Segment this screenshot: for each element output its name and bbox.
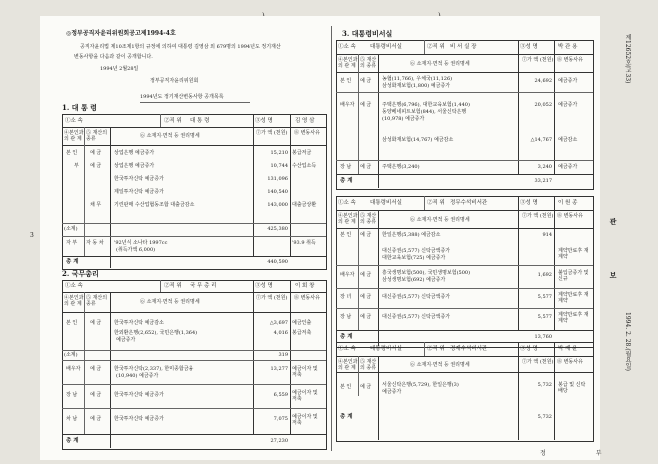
s4-h-desc: ⑥ 소재지·면적 등 권리명세 xyxy=(410,217,470,223)
s3-name-label: ③성 명 xyxy=(520,44,538,50)
s3-total-label: 총 계 xyxy=(340,178,353,184)
s1-total: 440,590 xyxy=(267,259,288,265)
s4-title-label: ②직 위 xyxy=(427,200,445,206)
s4-name: 이 원 종 xyxy=(558,200,578,206)
s2-affil-label: ①소 속 xyxy=(65,283,83,289)
s5-h-relation: ④본인과의 관 계 xyxy=(338,359,358,371)
s1-h-relation: ④본인과의 관 계 xyxy=(64,130,84,142)
s1-title-label: ②직 위 xyxy=(164,118,182,124)
s4-h-relation: ④본인과의 관 계 xyxy=(338,213,358,225)
s2-h-reason: ⑧ 변동사유 xyxy=(294,295,320,301)
s3-title-label: ②직 위 xyxy=(427,44,445,50)
s2-title: 국 무 총 리 xyxy=(190,283,217,289)
s2-h-relation: ④본인과의 관 계 xyxy=(64,295,84,307)
s1-total-label: 총 계 xyxy=(66,259,79,265)
s2-name: 이 회 창 xyxy=(295,283,315,289)
s5-affil-label: ①소 속 xyxy=(338,346,356,352)
bottom-label: 정 부 xyxy=(540,450,626,457)
s3-h-desc: ⑥ 소재지·면적 등 권리명세 xyxy=(410,61,470,67)
s1-heading: 1. 대 통 령 xyxy=(62,103,97,112)
s4-h-type: ⑤ 재산의 종류 xyxy=(360,213,377,225)
gazette-date: 1994. 2. 28.(월요일) xyxy=(624,312,631,371)
s4-h-value: ⑦가 액 (천원) xyxy=(522,213,554,219)
s2-total-label: 총 계 xyxy=(66,438,79,444)
s1-h-value: ⑦가 액 (천원) xyxy=(256,130,288,136)
s5-affil: 대통령비서실 xyxy=(370,346,402,352)
s1-title: 대 통 령 xyxy=(190,118,210,124)
s2-name-label: ③성 명 xyxy=(255,283,273,289)
s3-name: 박 관 용 xyxy=(558,44,578,50)
s1-h-desc: ⑥ 소재지·면적 등 권리명세 xyxy=(140,133,200,139)
s1-h-type: ⑤ 재산의 종류 xyxy=(86,130,108,142)
s2-h-value: ⑦가 액 (천원) xyxy=(256,295,288,301)
s4-h-reason: ⑧ 변동사유 xyxy=(557,213,583,219)
s3-affil: 대통령비서실 xyxy=(370,44,402,50)
s3-title: 비 서 실 장 xyxy=(450,44,477,50)
s1-name: 김 영 삼 xyxy=(295,118,315,124)
s1-name-label: ③성 명 xyxy=(255,118,273,124)
s2-heading: 2. 국무총리 xyxy=(62,269,99,278)
notice-title: ◎정부공직자윤리위원회공고제1994-4호 xyxy=(66,30,176,37)
s5-h-value: ⑦가 액 (천원) xyxy=(522,359,554,365)
s1-affil-label: ①소 속 xyxy=(65,118,83,124)
s5-title-label: ②직 위 xyxy=(427,346,445,352)
s2-total: 27,230 xyxy=(270,438,288,444)
s3-h-reason: ⑧ 변동사유 xyxy=(557,57,583,63)
s1-h-reason: ⑧ 변동사유 xyxy=(294,130,320,136)
s5-total-label: 총 계 xyxy=(340,414,353,420)
s4-affil-label: ①소 속 xyxy=(338,200,356,206)
s4-total-label: 총 계 xyxy=(340,334,353,340)
left-page-number: 3 xyxy=(30,232,34,239)
notice-date: 1994년 2월28일 xyxy=(100,66,139,72)
notice-body-1: 공직자윤리법 제10조제1항의 규정에 의하여 대통령 김영삼 외 679명의 1994년도 정기재산 xyxy=(80,44,281,50)
gazette-label: 관 보 xyxy=(609,218,618,301)
s2-title-label: ②직 위 xyxy=(164,283,182,289)
s2-h-type: ⑤ 재산의 종류 xyxy=(86,295,108,307)
notice-body-2: 변동사항을 다음과 같이 공개합니다. xyxy=(74,54,153,60)
gazette-issue: 제12652호(고33) xyxy=(624,34,631,84)
s4-affil: 대통령비서실 xyxy=(370,200,402,206)
s5-h-type: ⑤ 재산의 종류 xyxy=(360,359,377,371)
notice-org: 정부공직자윤리위원회 xyxy=(150,78,199,84)
s2-h-desc: ⑥ 소재지·면적 등 권리명세 xyxy=(140,299,200,305)
gazette-page: ◎정부공직자윤리위원회공고제1994-4호 공직자윤리법 제10조제1항의 규정에 의하여 대통령 김영삼 외 679명의 1994년도 정기재산 변동사항을 다음과 같이 공개합니다. 1994년 2월28일 정부공직자윤리위원회 1994년도 정기재산변동사항 공개목록 1. 대 통 령 ①소 속 ②직 위 대 통 령 ③성 명 김 영 삼 ④본인과의 관 계 ⑤ 재산의 종류 ⑥ 소재지·면적 등 권리명세 ⑦가 액 (천원) ⑧ 변동사유 본 인 예 금 상업은행 예금증가 15,210 봉급저금 부 예 금 상업은행 예금증가 10,744 수산업소득 한국투자신탁 예금증가 131,096 제일투자신탁 예금증가 140,540 채 무 기린판매 수산업협동조합 대출금감소 143,000 대출금상환 (소계) 425,380 자 부 자 동 차 '92년식 소나타 1997cc (취득가액 6,000) '93.9 취득 총 계 440,590 2. 국무총리 ①소 속 ②직 위 국 무 총 리 ③성 명 이 회 창 ④본인과의 관 계 ⑤ 재산의 종류 ⑥ 소재지·면적 등 권리명세 ⑦가 액 (천원) ⑧ 변동사유 본 인 예 금 한국투자신탁 예금감소 △3,697 예금인출 한외환은행(2,652), 국민은행(1,364) 예금증가 4,016 봉급저축 (소계) 319 배우자 예 금 한국투자신탁(2,337), 한미종합금융 (10,940) 예금증가 13,277 예금이자 및 저축 장 남 예 금 한국투자신탁 예금증가 6,559 예금이자 및 저축 차 남 예 금 한국투자신탁 예금증가 7,075 예금이자 및 저축 총 계 27,230 3. 대통령비서실 ①소 속 대통령비서실 ②직 위 비 서 실 장 ③성 명 박 관 용 ④본인과의 관 계 ⑤ 재산의 종류 ⑥ 소재지·면적 등 권리명세 ⑦가 액 (천원) ⑧ 변동사유 본 인 예 금 농협(11,766), 우체국(11,126) 삼성화재보험(1,800) 예금증가 24,692 예금증가 배우자 예 금 주택은행(6,796), 대한교육보험(1,440) 동양베네피트보험(844), 서울신탁은행 (10,978) 예금증가 20,052 예금증가 삼성화재보험(14,767) 예금감소 △14,767 예금감소 장 남 예 금 주택은행(3,240) 3,240 예금증가 총 계 33,217 ①소 속 대통령비서실 ②직 위 정무수석비서관 ③성 명 이 원 종 ④본인과의 관 계 ⑤ 재산의 종류 ⑥ 소재지·면적 등 권리명세 ⑦가 액 (천원) ⑧ 변동사유 본 인 예 금 한일은행(5,388) 예금감소 914 대신증권(5,577) 신탁금액증가 대한교육보험(725) 예금증가 계약만료후 재계약 배우자 예 금 흥국생명보험(500), 국민생명보험(500) 삼성생명보험(692) 예금증가 1,692 불입금증가 및 신규 장 녀 예 금 대신증권(5,577) 신탁금액증가 5,577 계약만료후 재계약 장 남 예 금 대신증권(5,577) 신탁금액증가 5,577 계약만료후 재계약 총 계 13,760 ①소 속 대통령비서실 ②직 위 경제수석비서관 ③성 명 박 재 윤 ④본인과의 관 계 ⑤ 재산의 종류 ⑥ 소재지·면적 등 권리명세 ⑦가 액 (천원) ⑧ 변동사유 본 인 예 금 서울신탁은행(5,729), 한일은행(3) 예금증가 5,732 봉급 및 신탁배당 총 계 5,732 xyxy=(40,16,600,460)
s5-name-label: ③성 명 xyxy=(520,346,538,352)
notice-subtitle: 1994년도 정기재산변동사항 공개목록 xyxy=(140,94,224,100)
s3-h-type: ⑤ 재산의 종류 xyxy=(360,57,377,69)
s5-table xyxy=(336,342,594,442)
s4-total: 13,760 xyxy=(534,334,552,340)
s3-h-relation: ④본인과의 관 계 xyxy=(338,57,358,69)
s4-name-label: ③성 명 xyxy=(520,200,538,206)
s5-h-desc: ⑥ 소재지·면적 등 권리명세 xyxy=(410,362,470,368)
s4-title: 정무수석비서관 xyxy=(450,200,488,206)
s3-heading: 3. 대통령비서실 xyxy=(342,29,393,38)
s3-h-value: ⑦가 액 (천원) xyxy=(522,57,554,63)
s5-title: 경제수석비서관 xyxy=(450,346,488,352)
s3-total: 33,217 xyxy=(534,178,552,184)
s3-affil-label: ①소 속 xyxy=(338,44,356,50)
s5-total: 5,732 xyxy=(537,414,552,420)
s5-name: 박 재 윤 xyxy=(558,346,578,352)
s5-h-reason: ⑧ 변동사유 xyxy=(557,359,583,365)
